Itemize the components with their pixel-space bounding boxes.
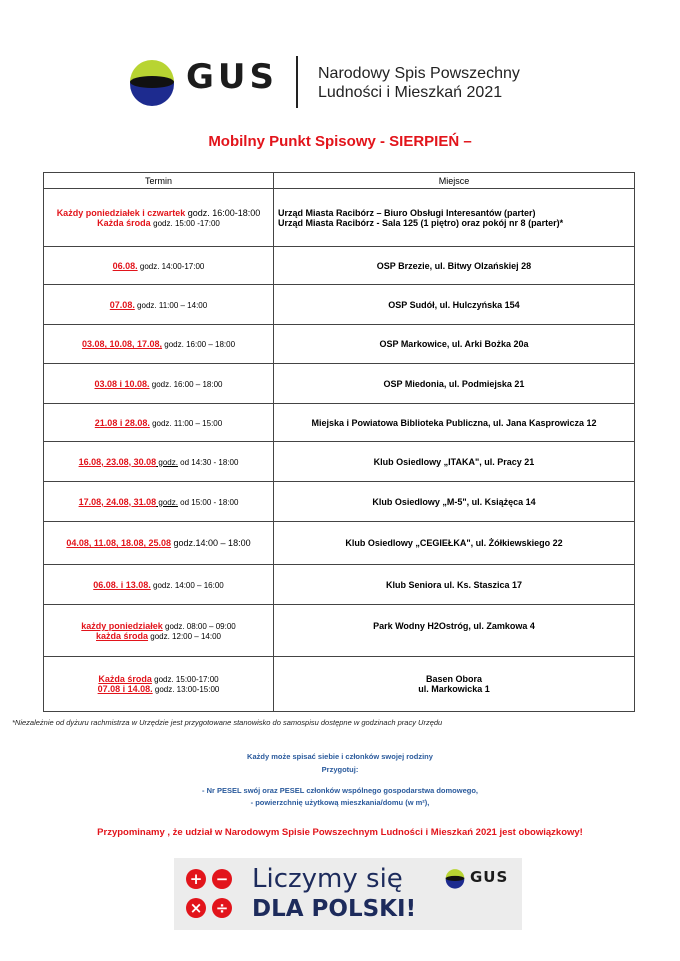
table-row <box>44 247 635 285</box>
schedule-table <box>43 172 635 712</box>
logo-text: GUS <box>186 57 279 97</box>
table-row <box>44 657 635 712</box>
term-time: od 14:30 - 18:00 <box>177 457 239 467</box>
place-line: Urząd Miasta Racibórz - Sala 125 (1 piętro) oraz pokój nr 8 (parter)* <box>278 217 564 228</box>
header-title-line2: Ludności i Mieszkań 2021 <box>318 84 503 101</box>
term-cell <box>44 404 274 442</box>
term-cell <box>44 522 274 565</box>
place-cell: OSP Sudół, ul. Hulczyńska 154 <box>274 285 635 325</box>
banner-subheadline: DLA POLSKI! <box>252 896 417 922</box>
place-cell: Klub Seniora ul. Ks. Staszica 17 <box>274 565 635 605</box>
term-time: godz. 11:00 – 15:00 <box>149 418 223 428</box>
term-date: 07.08. <box>109 299 135 310</box>
table-row <box>44 404 635 442</box>
term-cell <box>44 189 274 247</box>
term-time: godz. 15:00-17:00 <box>151 675 219 684</box>
term-date: 17.08, 24.08, 31.08 <box>78 496 157 507</box>
term-time: od 15:00 - 18:00 <box>177 497 239 507</box>
place-cell: Klub Osiedlowy „M-5", ul. Książęca 14 <box>274 482 635 522</box>
place-cell: OSP Brzezie, ul. Bitwy Olzańskiej 28 <box>274 247 635 285</box>
term-time: godz. 15:00 -17:00 <box>153 218 220 228</box>
table-row <box>44 364 635 404</box>
minus-icon: − <box>212 869 232 889</box>
place-line: ul. Markowicka 1 <box>418 684 490 694</box>
header-title-line1: Narodowy Spis Powszechny <box>318 65 520 82</box>
term-time: godz.14:00 – 18:00 <box>171 538 251 548</box>
table-header-row <box>44 173 635 189</box>
term-date: 06.08. <box>112 260 138 271</box>
term-label: każdy poniedziałek <box>81 621 163 631</box>
table-row <box>44 285 635 325</box>
term-label: Każda środa <box>97 217 154 228</box>
info-line: - Nr PESEL swój oraz PESEL członków wspólnego gospodarstwa domowego, <box>201 786 478 795</box>
table-row <box>44 565 635 605</box>
table-row <box>44 522 635 565</box>
place-cell <box>274 189 635 247</box>
info-line: Każdy może spisać siebie i członków swojej rodziny <box>247 752 433 761</box>
term-time: godz. 16:00 – 18:00 <box>162 340 236 349</box>
term-time: godz. <box>156 457 178 467</box>
footnote: *Niezależnie od dyżuru rachmistrza w Urzędzie jest przygotowane stanowisko do samospisu dostępne w godzinach pracy Urzędu <box>12 718 443 727</box>
place-cell: OSP Markowice, ul. Arki Bożka 20a <box>274 325 635 364</box>
term-label: każda środa <box>96 631 149 641</box>
place-cell: Klub Osiedlowy „CEGIEŁKA", ul. Żółkiewskiego 22 <box>274 522 635 565</box>
header-title <box>318 64 520 102</box>
column-header-term: Termin <box>44 173 274 189</box>
divide-icon: ÷ <box>212 898 232 918</box>
table-row <box>44 325 635 364</box>
term-cell <box>44 657 274 712</box>
page-header <box>0 0 680 120</box>
multiply-icon: × <box>186 898 206 918</box>
place-cell: Park Wodny H2Ostróg, ul. Zamkowa 4 <box>274 605 635 657</box>
term-label: Każda środa <box>98 674 152 684</box>
term-time: godz. 14:00-17:00 <box>137 261 205 271</box>
gus-logo-icon <box>126 55 178 107</box>
term-date: 03.08 i 10.08. <box>94 378 150 389</box>
info-line: Przygotuj: <box>321 765 359 774</box>
table-row <box>44 442 635 482</box>
reminder-text: Przypominamy , że udział w Narodowym Spisie Powszechnym Ludności i Mieszkań 2021 jest obowiązkowy! <box>97 827 583 838</box>
term-cell <box>44 285 274 325</box>
term-cell <box>44 482 274 522</box>
place-cell: OSP Miedonia, ul. Podmiejska 21 <box>274 364 635 404</box>
place-line: Basen Obora <box>425 674 483 684</box>
term-date: 03.08, 10.08, 17.08, <box>81 339 163 349</box>
term-time: godz. 12:00 – 14:00 <box>148 632 221 641</box>
term-label: 07.08 i 14.08. <box>97 684 153 694</box>
place-cell: Klub Osiedlowy „ITAKA", ul. Pracy 21 <box>274 442 635 482</box>
term-date: 16.08, 23.08, 30.08 <box>78 456 157 467</box>
table-row <box>44 189 635 247</box>
gus-logo-icon <box>444 867 466 889</box>
term-cell <box>44 565 274 605</box>
term-cell <box>44 442 274 482</box>
term-date: 21.08 i 28.08. <box>94 417 150 428</box>
term-time: godz. <box>156 497 178 507</box>
banner-headline: Liczymy się <box>252 864 403 894</box>
term-time: godz. 08:00 – 09:00 <box>162 622 236 631</box>
place-cell: Miejska i Powiatowa Biblioteka Publiczna, ul. Jana Kasprowicza 12 <box>274 404 635 442</box>
campaign-banner <box>174 858 522 930</box>
place-cell <box>274 657 635 712</box>
term-cell <box>44 247 274 285</box>
term-time: godz. 16:00-18:00 <box>187 207 261 218</box>
term-time: godz. 14:00 – 16:00 <box>150 580 224 590</box>
document-title: Mobilny Punkt Spisowy - SIERPIEŃ – <box>208 133 472 150</box>
term-date: 04.08, 11.08, 18.08, 25.08 <box>66 538 172 548</box>
table-row <box>44 482 635 522</box>
table-row <box>44 605 635 657</box>
term-time: godz. 16:00 – 18:00 <box>149 379 223 389</box>
term-time: godz. 11:00 – 14:00 <box>134 300 208 310</box>
place-line: Urząd Miasta Racibórz – Biuro Obsługi Interesantów (parter) <box>278 207 536 218</box>
term-cell <box>44 325 274 364</box>
info-line: - powierzchnię użytkową mieszkania/domu (w m²), <box>250 798 430 807</box>
term-time: godz. 13:00-15:00 <box>152 685 220 694</box>
banner-logo-text: GUS <box>470 868 509 886</box>
term-label: Każdy poniedziałek i czwartek <box>56 207 186 218</box>
term-cell <box>44 364 274 404</box>
term-date: 06.08. i 13.08. <box>93 579 151 590</box>
header-divider <box>296 56 298 108</box>
column-header-place: Miejsce <box>274 173 635 189</box>
term-cell <box>44 605 274 657</box>
plus-icon: + <box>186 869 206 889</box>
